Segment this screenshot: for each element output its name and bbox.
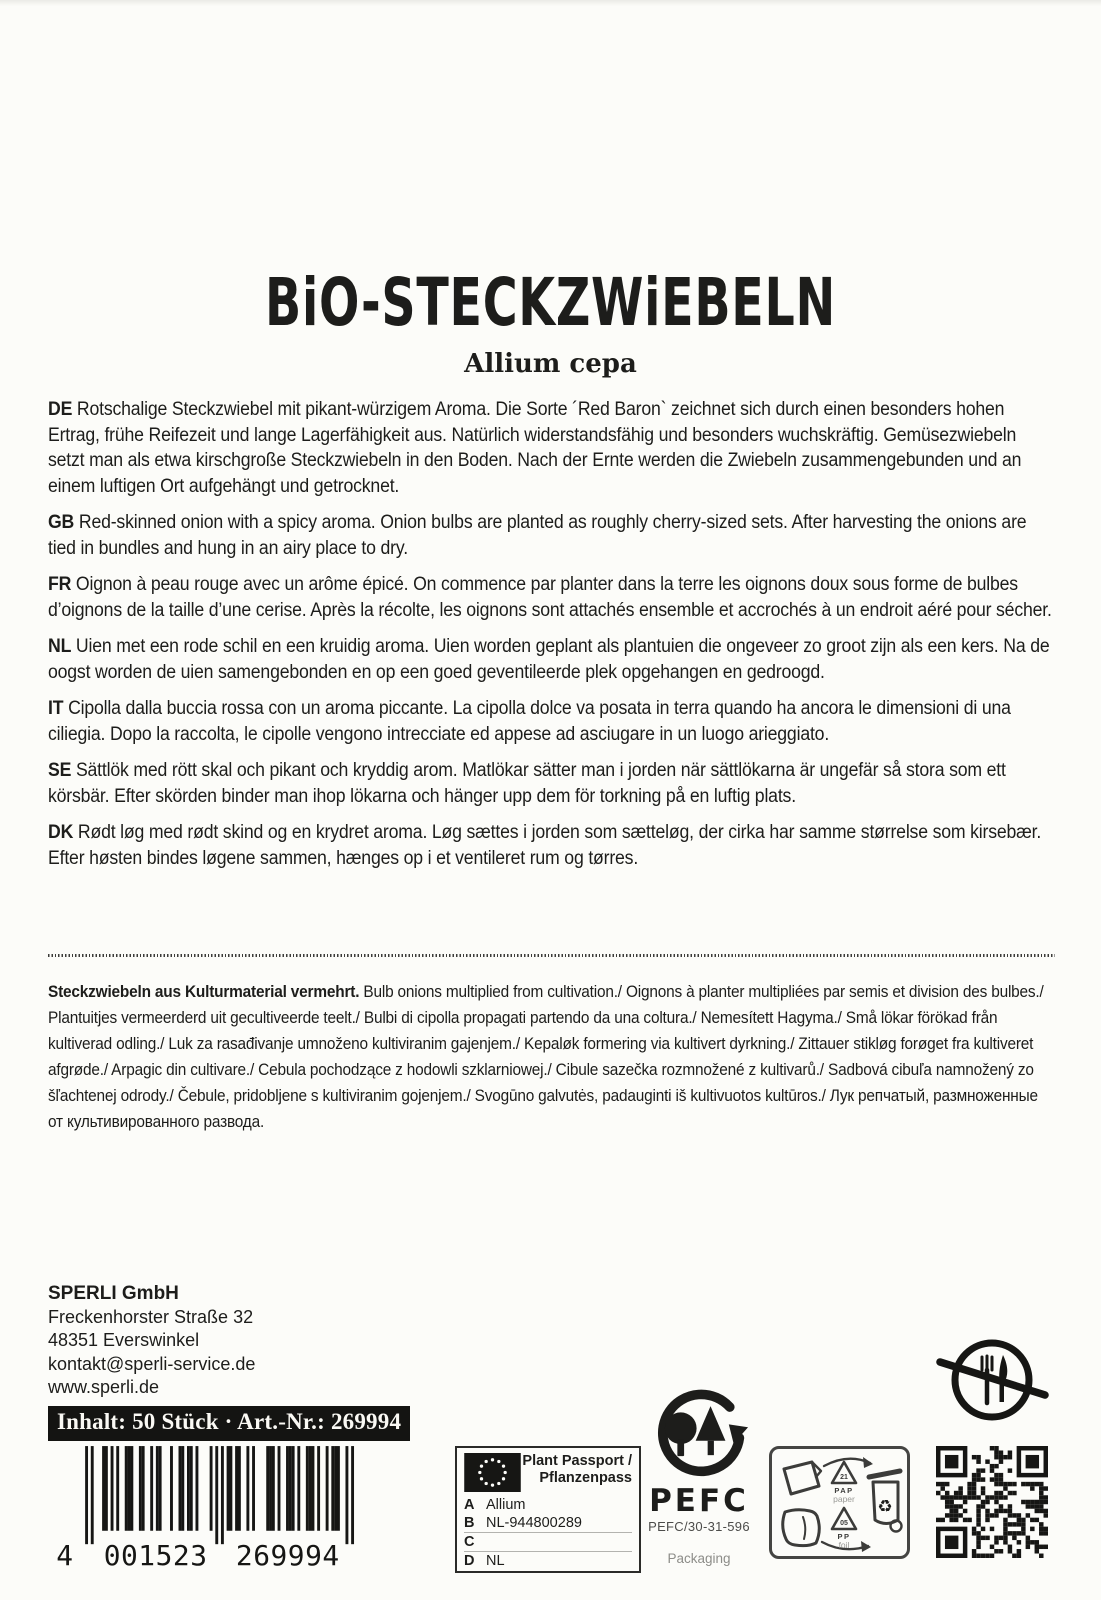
- not-for-consumption-icon: [946, 1334, 1038, 1426]
- company-address-block: [48, 1282, 255, 1400]
- passport-key-d: D: [464, 1553, 475, 1569]
- barcode-digits-right: 269994: [235, 1538, 340, 1572]
- company-city: 48351 Everswinkel: [48, 1330, 200, 1350]
- description-fr: [48, 572, 1057, 623]
- lang-code-nl: NL: [48, 636, 72, 657]
- eu-flag-icon: [464, 1453, 521, 1492]
- passport-key-a: A: [464, 1497, 475, 1513]
- passport-row-d: [464, 1551, 632, 1570]
- pp-label: PP: [837, 1532, 851, 1541]
- lang-code-dk: DK: [48, 822, 74, 843]
- propagation-note: [48, 979, 1057, 1135]
- paper-packet-icon: [784, 1462, 819, 1494]
- description-text-dk: Rødt løg med rødt skind og en krydret aroma. Løg sættes i jorden som sætteløg, der cirka har samme størrelse som kirsebær. Efter høsten bindes løgene sammen, hænges op i et ventileret rum og tørres.: [48, 822, 1042, 869]
- plant-passport-box: [455, 1446, 641, 1573]
- description-text-gb: Red-skinned onion with a spicy aroma. Onion bulbs are planted as roughly cherry-sized sets. After harvesting the onions are tied in bundles and hung in an airy place to dry.: [48, 512, 1027, 559]
- lang-code-se: SE: [48, 760, 72, 781]
- pefc-logo-icon: [647, 1384, 751, 1484]
- qr-code: [936, 1446, 1048, 1558]
- lang-code-de: DE: [48, 399, 73, 420]
- scan-edge: [0, 0, 1101, 6]
- description-it: [48, 696, 1057, 747]
- company-name: SPERLI GmbH: [48, 1283, 179, 1304]
- pefc-license-number: PEFC/30-31-596: [648, 1519, 750, 1534]
- pp-code: 05: [840, 1520, 848, 1527]
- plant-passport-title: [522, 1453, 632, 1487]
- pp-sublabel: foil: [838, 1540, 850, 1550]
- packaging-recycling-panel: [769, 1446, 910, 1559]
- lang-code-it: IT: [48, 698, 64, 719]
- recycling-icons: [772, 1449, 907, 1556]
- dotted-divider: [48, 954, 1055, 957]
- contents-article-bar: Inhalt: 50 Stück · Art.-Nr.: 269994: [48, 1406, 410, 1441]
- passport-value-d: NL: [486, 1553, 505, 1569]
- description-text-it: Cipolla dalla buccia rossa con un aroma piccante. La cipolla dolce va posata in terra quando ha ancora le dimensioni di una ciliegia. Dopo la raccolta, le cipolle vengono intrecciate ed appese ad asciugare in un luogo arieggiato.: [48, 698, 1011, 745]
- bin-recycle-glyph: ♻: [877, 1497, 893, 1516]
- description-de: [48, 397, 1057, 499]
- plant-passport-title-en: Plant Passport /: [522, 1453, 632, 1469]
- passport-row-c: [464, 1532, 632, 1551]
- description-text-de: Rotschalige Steckzwiebel mit pikant-würzigem Aroma. Die Sorte ´Red Baron` zeichnet sich durch einen besonders hohen Ertrag, frühe Reifezeit und lange Lagerfähigkeit aus. Natürlich widerstandsfähig und besonders wuchskräftig. Gemüsezwiebeln setzt man als etwa kirschgroße Steckzwiebeln in den Boden. Nach der Ernte werden die Zwiebeln zusammengebunden und an einem luftigen Ort aufgehängt und getrocknet.: [48, 399, 1022, 497]
- description-gb: [48, 510, 1057, 561]
- pap-label: PAP: [834, 1486, 854, 1495]
- plant-passport-title-de: Pflanzenpass: [539, 1470, 632, 1486]
- product-title: BiO-STECKZWiEBELN: [265, 264, 836, 341]
- lang-code-gb: GB: [48, 512, 75, 533]
- barcode-digits-left: 001523: [103, 1538, 207, 1572]
- pap-sublabel: paper: [833, 1494, 855, 1504]
- passport-key-c: C: [464, 1534, 475, 1550]
- passport-row-a: [464, 1496, 632, 1514]
- description-text-fr: Oignon à peau rouge avec un arôme épicé. On commence par planter dans la terre les oignons doux sous forme de bulbes d’oignons de la taille d’une cerise. Après la récolte, les oignons sont attachés ensemble et accrochés à un endroit aéré pour sécher.: [48, 574, 1052, 621]
- description-se: [48, 758, 1057, 809]
- propagation-lead: Steckzwiebeln aus Kulturmaterial vermehrt.: [48, 982, 360, 1001]
- description-nl: [48, 634, 1057, 685]
- description-text-nl: Uien met een rode schil en een kruidig aroma. Uien worden geplant als plantuien die ongeveer zo groot zijn als een kers. Na de oogst worden de uien samengebonden en op een goed geventileerde plek opgehangen en gedroogd.: [48, 636, 1050, 683]
- barcode-bars: [85, 1446, 354, 1544]
- company-website: www.sperli.de: [48, 1377, 160, 1397]
- propagation-text: Bulb onions multiplied from cultivation./ Oignons à planter multipliées par semis et division des bulbes./ Plantuitjes vermeerderd uit gecultiveerde teelt./ Bulbi di cipolla propagati partendo da una coltura./ Nemesített Hagyma./ Små lökar förökad från kultiverad odling./ Luk za rasađivanje umnoženo kultiviranim gajenjem./ Kepaløk formering via kultivert dyrkning./ Zittauer stikløg forøget fra kultiveret afgrøde./ Arpagic din cultivare./ Cebula pochodzące z hodowli szklarniowej./ Cibule sazečka rozmnožené z kultivarů./ Sadbová cibuľa namnožený zo šľachtenej odrody./ Čebule, pridobljene s kultiviranim gojenjem./ Svogūno galvutės, padauginti iš kultivuotos kultūros./ Лук репчатый, размноженные от культивированного развода.: [48, 982, 1044, 1131]
- passport-key-b: B: [464, 1515, 475, 1531]
- pefc-certification: [620, 1384, 778, 1566]
- description-text-se: Sättlök med rött skal och pikant och kryddig arom. Matlökar sätter man i jorden när sättlökarna är ungefär så stora som ett körsbär. Efter skörden binder man ihop lökarna och hänger upp dem för torkning på en luftig plats.: [48, 760, 1006, 807]
- lang-code-fr: FR: [48, 574, 72, 595]
- botanical-name: Allium cepa: [464, 349, 637, 379]
- pap-code: 21: [840, 1474, 848, 1481]
- pefc-wordmark: PEFC: [649, 1483, 749, 1519]
- pefc-caption: Packaging: [667, 1551, 731, 1566]
- company-email: kontakt@sperli-service.de: [48, 1353, 256, 1374]
- description-column: [48, 397, 1057, 882]
- passport-row-b: [464, 1514, 632, 1532]
- foil-pouch-icon: [783, 1510, 820, 1546]
- ean-barcode: [52, 1444, 362, 1572]
- plant-passport-header: [464, 1453, 632, 1492]
- company-street: Freckenhorster Straße 32: [48, 1306, 254, 1327]
- passport-value-a: Allium: [486, 1497, 526, 1513]
- barcode-digit-lead: 4: [56, 1538, 74, 1572]
- description-dk: [48, 820, 1057, 871]
- passport-value-b: NL-944800289: [486, 1515, 582, 1531]
